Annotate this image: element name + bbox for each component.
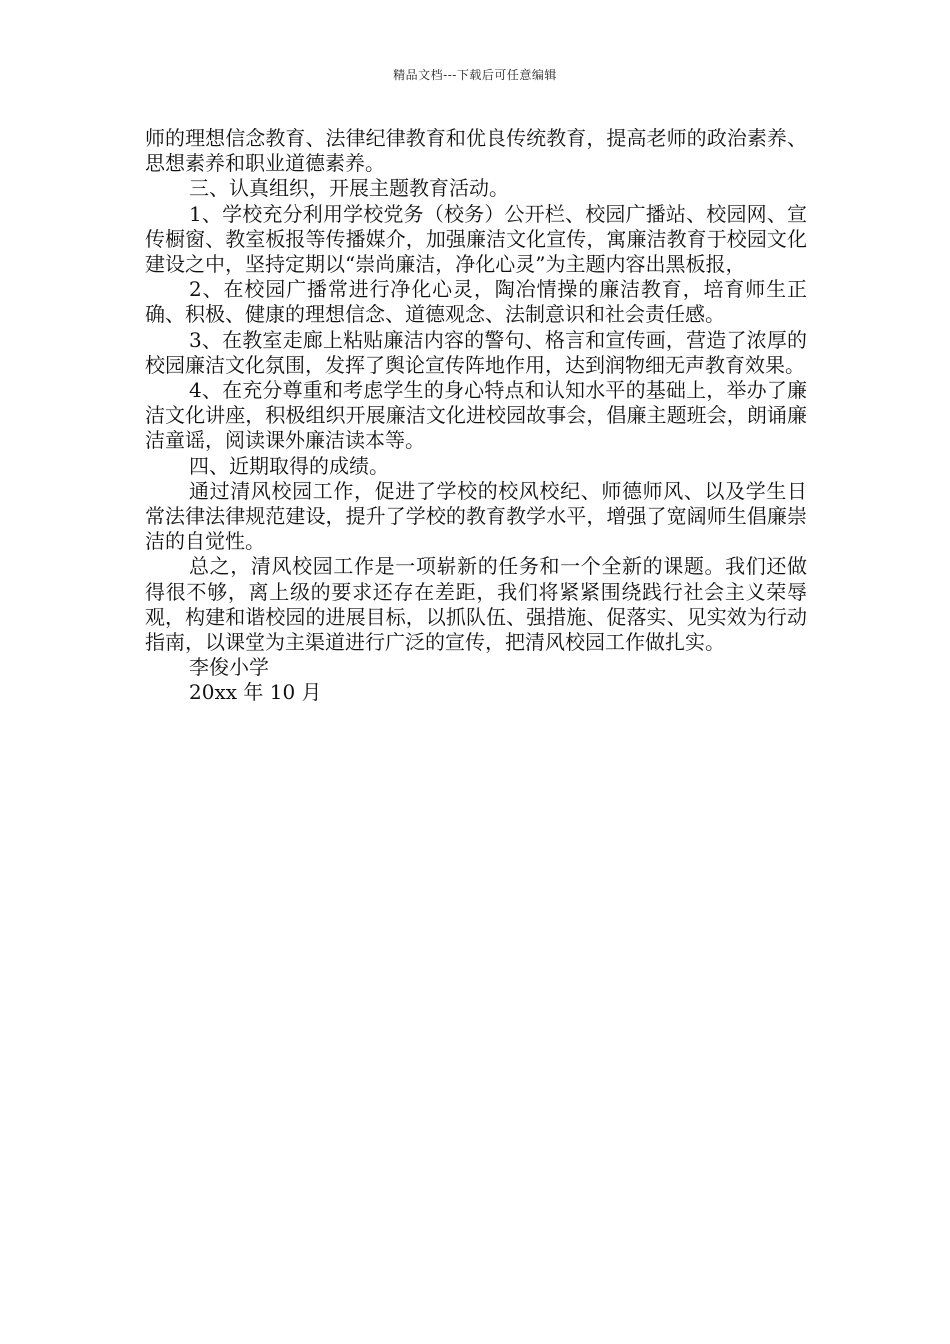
signature-date: 20xx 年 10 月 bbox=[189, 680, 322, 705]
paragraph-summary: 总之，清风校园工作是一项崭新的任务和一个全新的课题。我们还做得很不够，离上级的要求还存在差距，我们将紧紧围绕践行社会主义荣辱观，构建和谐校园的进展目标，以抓队伍、强措施、促落实、见实效为行动指南，以课堂为主渠道进行广泛的宣传，把清风校园工作做扎实。 bbox=[145, 554, 807, 655]
paragraph-achievements: 通过清风校园工作，促进了学校的校风校纪、师德师风、以及学生日常法律法律规范建设，提升了学校的教育教学水平，增强了宽阔师生倡廉崇洁的自觉性。 bbox=[145, 478, 807, 554]
paragraph-item-1: 1、学校充分利用学校党务（校务）公开栏、校园广播站、校园网、宣传橱窗、教室板报等传播媒介，加强廉洁文化宣传，寓廉洁教育于校园文化建设之中，坚持定期以“崇尚廉洁，净化心灵”为主题内容出黑板报， bbox=[145, 201, 807, 277]
page-header: 精品文档---下载后可任意编辑 bbox=[393, 68, 557, 82]
paragraph-item-4: 4、在充分尊重和考虑学生的身心特点和认知水平的基础上，举办了廉洁文化讲座，积极组织开展廉洁文化进校园故事会，倡廉主题班会，朗诵廉洁童谣，阅读课外廉洁读本等。 bbox=[145, 378, 807, 453]
signature-school: 李俊小学 bbox=[189, 655, 269, 680]
document-body bbox=[145, 126, 807, 706]
paragraph-continuation: 师的理想信念教育、法律纪律教育和优良传统教育，提高老师的政治素养、思想素养和职业道德素养。 bbox=[145, 126, 807, 176]
paragraph-item-2: 2、在校园广播常进行净化心灵，陶冶情操的廉洁教育，培育师生正确、积极、健康的理想信念、道德观念、法制意识和社会责任感。 bbox=[145, 277, 807, 327]
section-heading-three: 三、认真组织，开展主题教育活动。 bbox=[189, 176, 509, 201]
section-heading-four: 四、近期取得的成绩。 bbox=[189, 453, 389, 478]
paragraph-item-3: 3、在教室走廊上粘贴廉洁内容的警句、格言和宣传画，营造了浓厚的校园廉洁文化氛围，发挥了舆论宣传阵地作用，达到润物细无声教育效果。 bbox=[145, 327, 807, 377]
